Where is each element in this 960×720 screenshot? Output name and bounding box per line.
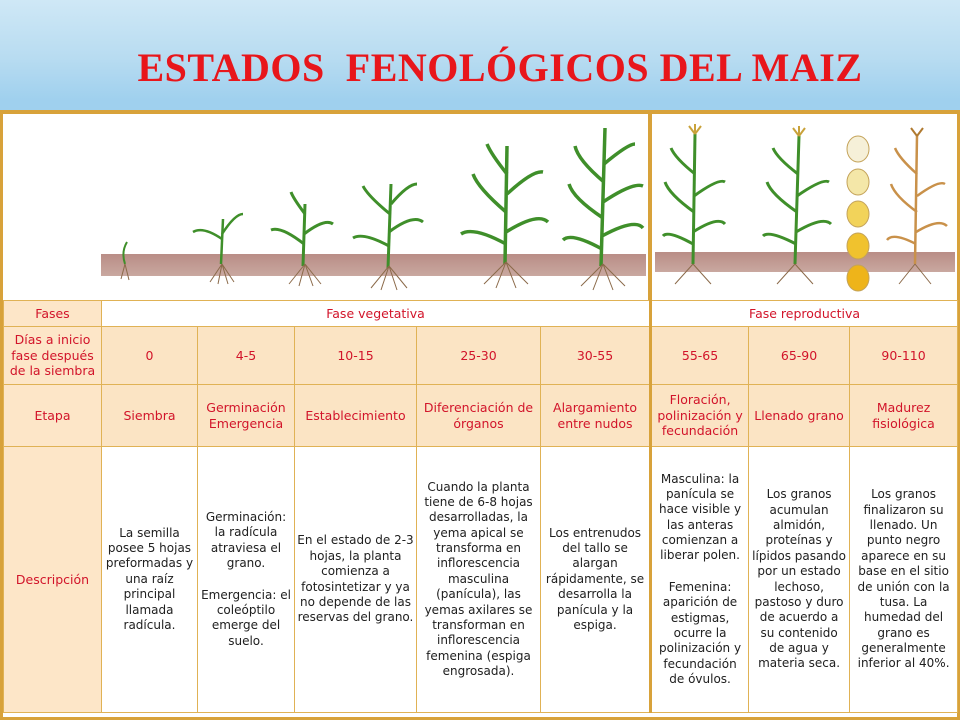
page-title: ESTADOS FENOLÓGICOS DEL MAIZ [137, 45, 863, 90]
phenology-chart-frame [0, 110, 960, 720]
stage-cell: Germinación Emergencia [198, 385, 295, 447]
days-cell: 55-65 [651, 327, 749, 385]
maize-growth-illustration [3, 114, 957, 300]
description-text: En el estado de 2-3 hojas, la planta comienza a fotosintetizar y ya no depende de las reservas del grano. [297, 533, 414, 625]
description-cell [541, 447, 651, 713]
description-text: Femenina: aparición de estigmas, ocurre la polinización y fecundación de óvulos. [659, 579, 742, 686]
days-cell: 90-110 [850, 327, 958, 385]
phenology-table [3, 300, 958, 713]
description-text: Cuando la planta tiene de 6-8 hojas desarrolladas, la yema apical se transforma en inflorescencia masculina (panícula), las yemas axilares se transforman en inflorescencia femenina (espiga engrosada). [424, 479, 533, 678]
stage-cell: Diferenciación de órganos [417, 385, 541, 447]
days-cell: 0 [102, 327, 198, 385]
days-cell: 4-5 [198, 327, 295, 385]
phase-reproductiva: Fase reproductiva [651, 301, 958, 327]
description-text: Emergencia: el coleóptilo emerge del suelo. [201, 587, 291, 648]
days-cell: 10-15 [295, 327, 417, 385]
days-cell: 25-30 [417, 327, 541, 385]
phase-divider [648, 114, 652, 300]
stage-cell: Madurez fisiológica [850, 385, 958, 447]
description-text: La semilla posee 5 hojas preformadas y una raíz principal llamada radícula. [105, 525, 194, 632]
maize-growth-stages-image [3, 114, 957, 300]
label-dias: Días a inicio fase después de la siembra [4, 327, 102, 385]
label-descripcion: Descripción [4, 447, 102, 713]
description-cell [850, 447, 958, 713]
description-text: Germinación: la radícula atraviesa el grano. [205, 510, 287, 571]
description-text: Los entrenudos del tallo se alargan rápidamente, se desarrolla la panícula y la espiga. [545, 525, 645, 632]
stage-cell: Floración, polinización y fecundación [651, 385, 749, 447]
description-cell [102, 447, 198, 713]
soil-vegetative [101, 254, 646, 276]
label-etapa: Etapa [4, 385, 102, 447]
stage-cell: Establecimiento [295, 385, 417, 447]
row-dias [4, 327, 958, 385]
description-cell [749, 447, 850, 713]
description-text: Masculina: la panícula se hace visible y las anteras comienzan a liberar polen. [659, 471, 742, 563]
days-cell: 30-55 [541, 327, 651, 385]
label-fases: Fases [4, 301, 102, 327]
phase-vegetativa: Fase vegetativa [102, 301, 651, 327]
stage-cell: Alargamiento entre nudos [541, 385, 651, 447]
row-fases [4, 301, 958, 327]
description-cell [417, 447, 541, 713]
description-cell [198, 447, 295, 713]
row-etapa [4, 385, 958, 447]
description-cell [651, 447, 749, 713]
description-text: Los granos finalizaron su llenado. Un punto negro aparece en su base en el sitio de unión con la tusa. La humedad del grano es generalmente inferior al 40%. [857, 487, 950, 671]
description-text: Los granos acumulan almidón, proteínas y lípidos pasando por un estado lechoso, pastoso y duro de acuerdo a su contenido de agua y materia seca. [752, 487, 846, 671]
description-cell [295, 447, 417, 713]
stage-cell: Siembra [102, 385, 198, 447]
days-cell: 65-90 [749, 327, 850, 385]
stage-cell: Llenado grano [749, 385, 850, 447]
soil-reproductive [655, 252, 955, 272]
row-descripcion [4, 447, 958, 713]
